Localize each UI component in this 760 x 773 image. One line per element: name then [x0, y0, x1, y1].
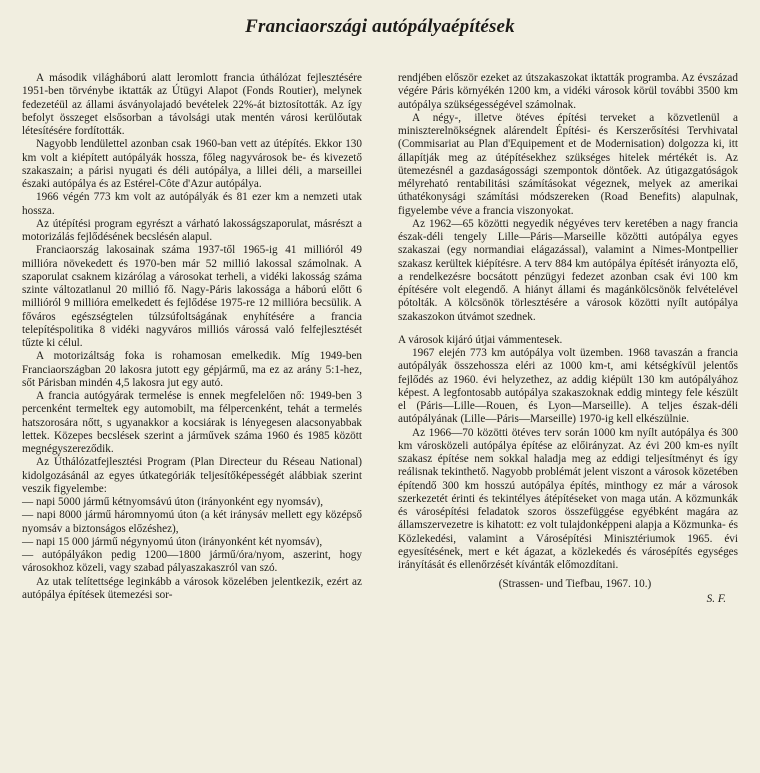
left-column [22, 72, 362, 606]
paragraph: A városok kijáró útjai vámmentesek. [398, 333, 563, 346]
list-item: — napi 8000 jármű háromnyomú úton (a két iránysáv mellett egy középső nyomsáv a biztonságos előzéshez), [22, 509, 362, 535]
paragraph: Az utak telítettsége leginkább a városok közelében jelentkezik, ezért az autópálya építések ütemezési sor- [22, 575, 362, 601]
paragraph: A második világháború alatt leromlott francia úthálózat fejlesztésére 1951-ben törvénybe iktatták az Útügyi Alapot (Fonds Routier), melynek fedezetéül az állami ásványolajadó bevételek 22%-át biztosították. Az így befolyt összeget elsősorban a távolsági utak mentén városi kerülőutak létesítésére fordították. [22, 72, 362, 137]
paragraph: Az útépítési program egyrészt a várható lakosságszaporulat, másrészt a motorizálás fejlődésének becslésén alapul. [22, 217, 362, 243]
paragraph: 1967 elején 773 km autópálya volt üzemben. 1968 tavaszán a francia autópályák összehossza eléri az 1000 km-t, ami kétségkívül jelentős fejlődés az 1960. évi helyzethez, az addig kiépült 130 km autópályához képest. A legfontosabb autópálya szakaszoknak eddig mintegy fele készült el (Páris—Lille—Rouen, és Lyon—Marseille). A teljes észak-déli autópályának (Lille—Páris—Marseille) 1970-ig kell elkészülnie. [398, 347, 738, 426]
paragraph: Franciaország lakosainak száma 1937-től 1965-ig 41 millióról 49 millióra növekedett és 1970-ben már 52 millió lakossal számolnak. A szaporulat csaknem kizárólag a városokat terheli, a vidéki lakosság száma szinte változatlanul 20 millió fő. Nagy-Páris lakossága a háború előtt 6 millióról 9 millióra emelkedett és fejlődése 1975-re 12 millióra becsülik. A főváros egészségtelen túlzsúfoltságának enyhítésére a francia telepítéspolitika 8 vidéki nagyváros milliós várossá való felfejlesztését tűzte ki célul. [22, 244, 362, 349]
right-column [398, 72, 738, 606]
paragraph: Az Úthálózatfejlesztési Program (Plan Directeur du Réseau National) kidolgozásánál az egyes útkategóriák teljesítőképességét alábbiak szerint veszik figyelembe: [22, 456, 362, 495]
source-citation: (Strassen- und Tiefbau, 1967. 10.) [498, 578, 652, 591]
paragraph: Az 1962—65 közötti negyedik négyéves terv keretében a nagy francia észak-déli tengely Lille—Páris—Marseille közötti autópálya egyes szakaszai (egy normandiai elágazással), valamint a Nimes-Montpellier szakasz kerültek kiépítésre. A terv 884 km autópálya építését irányozta elő, a rendelkezésre bocsátott pénzügyi fedezet azonban csak évi 100 km építésére volt elegendő. A hiányt állami és magánkölcsönök felvételével pótolták. A kölcsönök törlesztésére a városok közötti nyílt autópálya szakaszokon útvámot szednek. [398, 217, 738, 323]
paragraph: 1966 végén 773 km volt az autópályák és 81 ezer km a nemzeti utak hossza. [22, 191, 362, 217]
paragraph: A négy-, illetve ötéves építési terveket a közvetlenül a miniszterelnökségnek alárendelt Építési- és Kerszerősítési Tervhivatal (Commisariat au Plan d'Equipement et de Modernisation) dolgozza ki, itt állapítják meg az útépítésekhez szükséges hitelek mértékét is. Az ütemezésnél a gazdaságossági szempontok döntőek. Az útigazgatóságok mélyreható rentabilitási számításokat végeznek, melyek az amerikai úthatékonysági számítási módszereken (Road Benefits) alapulnak, figyelembe véve a francia viszonyokat. [398, 111, 738, 217]
article-title: Franciaországi autópályaépítések [245, 16, 515, 37]
list-item: — autópályákon pedig 1200—1800 jármű/óra/nyom, aszerint, hogy városokhoz közeli, vagy szabad pályaszakaszról van szó. [22, 549, 362, 575]
author-signature: S. F. [706, 592, 726, 605]
paragraph: rendjében először ezeket az útszakaszokat iktatták programba. Az évszázad végére Páris környékén 1200 km, a vidéki városok körül további 3500 km autópálya szükségességével számolnak. [398, 72, 738, 111]
paragraph: A motorizáltság foka is rohamosan emelkedik. Míg 1949-ben Franciaországban 20 lakosra jutott egy gépjármű, ma ez az arány 5:1-hez, sőt Párisban mindén 4,5 lakosra jut egy autó. [22, 350, 362, 389]
paragraph: Az 1966—70 közötti ötéves terv során 1000 km nyílt autópálya és 300 km városközeli autópálya építése az előirányzat. Az évi 200 km-es nyílt szakasz építése nem sokkal haladja meg az eddigi teljesítményt és így reálisnak tekinthető. Nagyobb problémát jelent viszont a városok közetében építendő 300 km hosszú autópálya építés, minthogy ez már a városok szerkezetét érinti és tekintélyes átépítéseket von maga után. A közmunkák és városépítési feladatok szoros összefüggése egyébként magára az államszervezetre is kihatott: ez volt tulajdonképpeni alapja a Közmunka- és Közlekedési, valamint a Városépítési Minisztériumok 1965. évi egyesítésének, mert e két ágazat, a közlekedés és városépítés egységes irányítását és ellenőrzését kívánták előmozdítani. [398, 426, 738, 571]
paragraph: Nagyobb lendülettel azonban csak 1960-ban vett az útépítés. Ekkor 130 km volt a kiépített autópályák hossza, főleg nagyvárosok be- és kivezető szakaszain; a párisi nyugati és déli autópálya, a lillei déli, a marseillei északi autópálya és az Estérel-Côte d'Azur autópálya. [22, 138, 362, 190]
paragraph: A francia autógyárak termelése is ennek megfelelően nő: 1949-ben 3 percenként termeltek egy automobilt, ma félpercenként, tehát a termelés hatszorosára nőtt, s ugyanakkor a kocsiárak is lényegesen alacsonyabbak lettek. Közepes becslések szerint a járművek száma 1960 és 1985 között megnégyszereződik. [22, 390, 362, 455]
list-item: — napi 5000 jármű kétnyomsávú úton (irányonként egy nyomsáv), [22, 496, 324, 508]
list-item: — napi 15 000 jármű négynyomú úton (irányonként két nyomsáv), [22, 535, 323, 548]
article-columns [22, 72, 738, 606]
